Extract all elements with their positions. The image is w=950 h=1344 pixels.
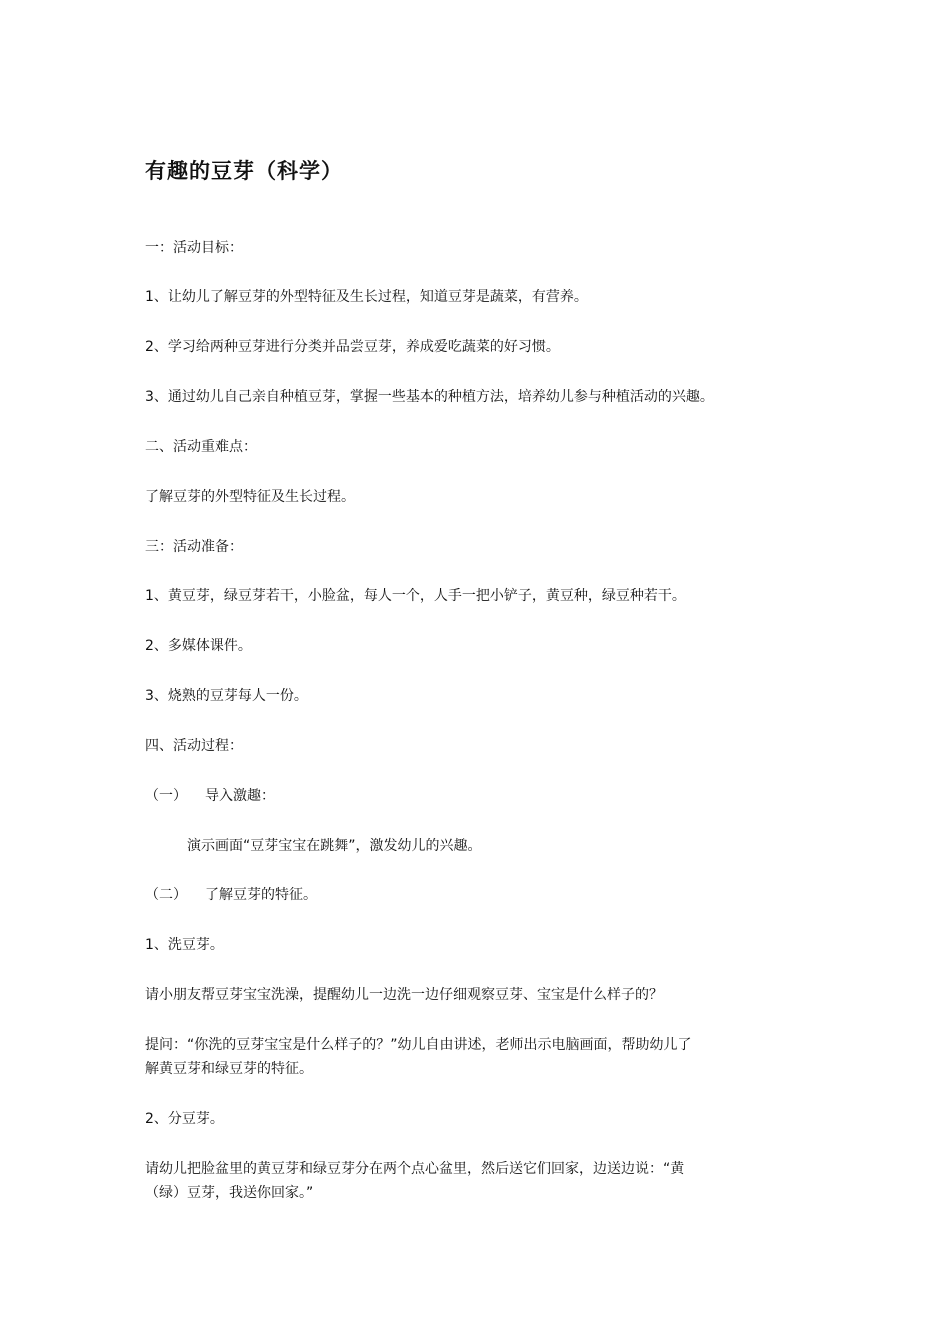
preparation-item-1: 1、黄豆芽，绿豆芽若干，小脸盆，每人一个，人手一把小铲子，黄豆种，绿豆种若干。 [145,588,686,604]
process-heading: 四、活动过程： [145,738,243,754]
step-1-number: （一） [145,788,187,804]
step-1-text: 演示画面“豆芽宝宝在跳舞”，激发幼儿的兴趣。 [187,838,482,854]
preparation-item-2: 2、多媒体课件。 [145,638,252,654]
step-2-heading [145,883,815,907]
sort-text-line-1: 请幼儿把脸盆里的黄豆芽和绿豆芽分在两个点心盆里，然后送它们回家，边送边说：“黄 [145,1161,685,1177]
key-points-heading: 二、活动重难点： [145,439,257,455]
preparation-item-3: 3、烧熟的豆芽每人一份。 [145,688,308,704]
ask-text-line-2: 解黄豆芽和绿豆芽的特征。 [145,1061,313,1077]
step-1-title: 导入激趣： [205,788,275,804]
preparation-heading: 三：活动准备： [145,539,243,555]
step-1-heading [145,784,815,808]
sort-heading: 2、分豆芽。 [145,1111,224,1127]
key-points-text: 了解豆芽的外型特征及生长过程。 [145,489,355,505]
goal-item-1: 1、让幼儿了解豆芽的外型特征及生长过程，知道豆芽是蔬菜，有营养。 [145,289,588,305]
goal-item-2: 2、学习给两种豆芽进行分类并品尝豆芽，养成爱吃蔬菜的好习惯。 [145,339,560,355]
goals-heading: 一：活动目标： [145,240,243,256]
sort-text-line-2: （绿）豆芽，我送你回家。” [145,1185,314,1201]
ask-text-line-1: 提问：“你洗的豆芽宝宝是什么样子的？”幼儿自由讲述，老师出示电脑画面，帮助幼儿了 [145,1037,692,1053]
step-2-title: 了解豆芽的特征。 [205,887,317,903]
step-2-number: （二） [145,887,187,903]
wash-text: 请小朋友帮豆芽宝宝洗澡，提醒幼儿一边洗一边仔细观察豆芽、宝宝是什么样子的？ [145,987,663,1003]
goal-item-3: 3、通过幼儿自己亲自种植豆芽，掌握一些基本的种植方法，培养幼儿参与种植活动的兴趣。 [145,389,714,405]
document-title: 有趣的豆芽（科学） [145,159,343,183]
wash-heading: 1、洗豆芽。 [145,937,224,953]
